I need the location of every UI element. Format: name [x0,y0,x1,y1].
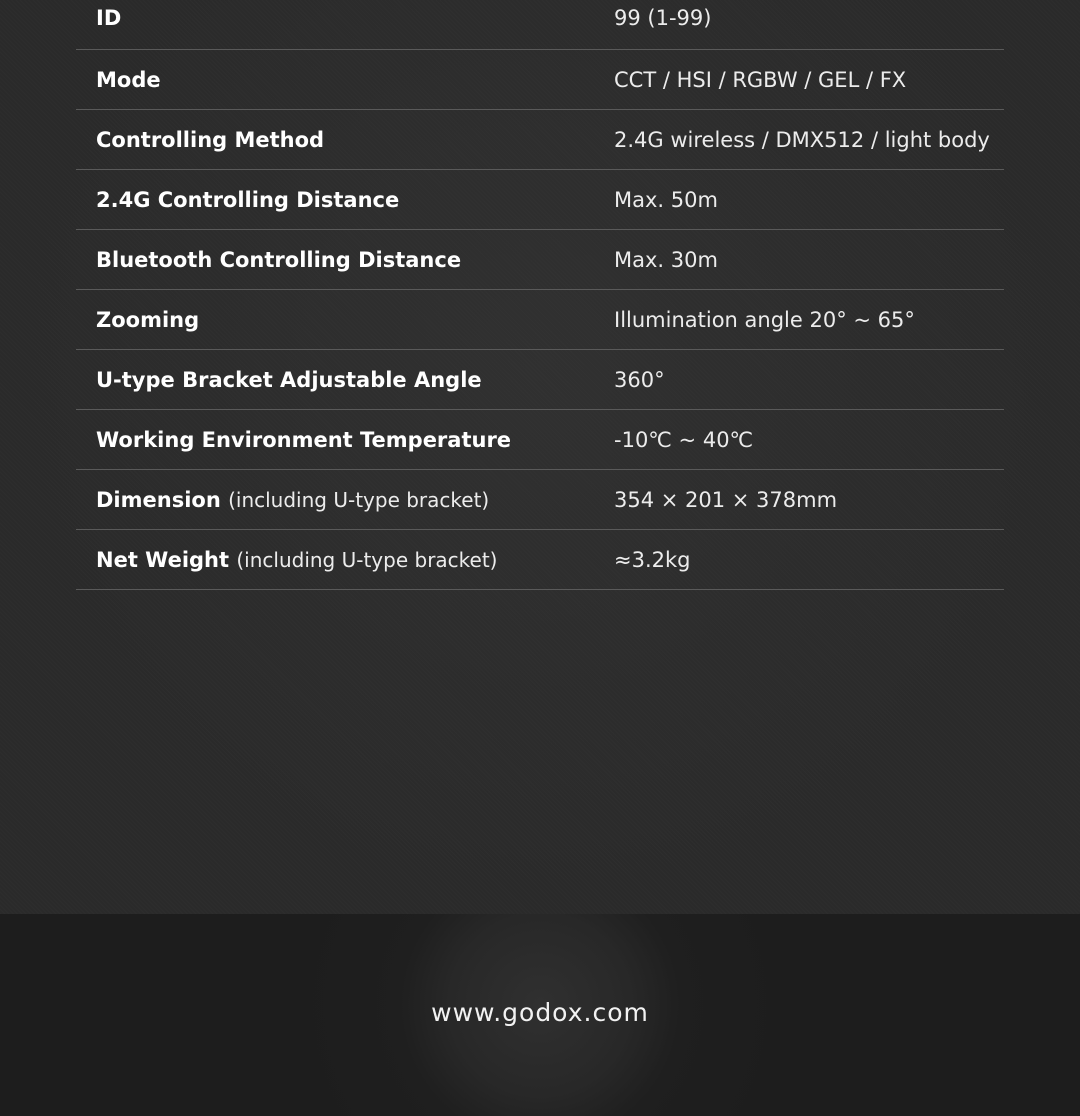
spec-value: ≈3.2kg [614,547,691,572]
spec-label [96,368,482,392]
spec-label-text: U-type Bracket Adjustable Angle [96,367,482,392]
spec-label-text: Dimension [96,487,221,512]
spec-label [96,128,324,152]
spec-label-text: ID [96,6,122,30]
spec-value: Illumination angle 20° ~ 65° [614,307,915,332]
spec-row-bracket-angle [76,350,1004,410]
website-url: www.godox.com [431,998,649,1027]
spec-value: Max. 30m [614,247,718,272]
spec-row-dimension [76,470,1004,530]
spec-row-wireless-distance [76,170,1004,230]
spec-row-working-temperature [76,410,1004,470]
spec-label [96,428,511,452]
spec-value: 99 (1-99) [614,6,712,30]
spec-label [96,548,497,572]
spec-label [96,188,399,212]
spec-label-note: (including U-type bracket) [236,547,498,572]
spec-value: CCT / HSI / RGBW / GEL / FX [614,67,907,92]
spec-label-text: Controlling Method [96,127,325,152]
footer [0,914,1080,1116]
spec-row-mode [76,50,1004,110]
spec-label [96,488,489,512]
spec-label [96,308,199,332]
spec-value: 2.4G wireless / DMX512 / light body [614,127,990,152]
spec-table [76,0,1004,590]
spec-row-bluetooth-distance [76,230,1004,290]
spec-row-id [76,0,1004,50]
spec-label-note: (including U-type bracket) [228,487,490,512]
spec-label-text: Net Weight [96,547,230,572]
spec-row-zooming [76,290,1004,350]
spec-row-net-weight [76,530,1004,590]
spec-value: -10℃ ~ 40℃ [614,427,754,452]
spec-label-text: Working Environment Temperature [96,427,512,452]
spec-row-controlling-method [76,110,1004,170]
spec-label-text: Mode [96,67,161,92]
spec-label-text: 2.4G Controlling Distance [96,187,400,212]
spec-value: Max. 50m [614,187,718,212]
spec-label [96,6,121,30]
spec-value: 360° [614,367,665,392]
spec-label-text: Bluetooth Controlling Distance [96,247,462,272]
spec-label [96,68,161,92]
spec-label [96,248,461,272]
spec-value: 354 × 201 × 378mm [614,487,838,512]
spec-label-text: Zooming [96,307,200,332]
